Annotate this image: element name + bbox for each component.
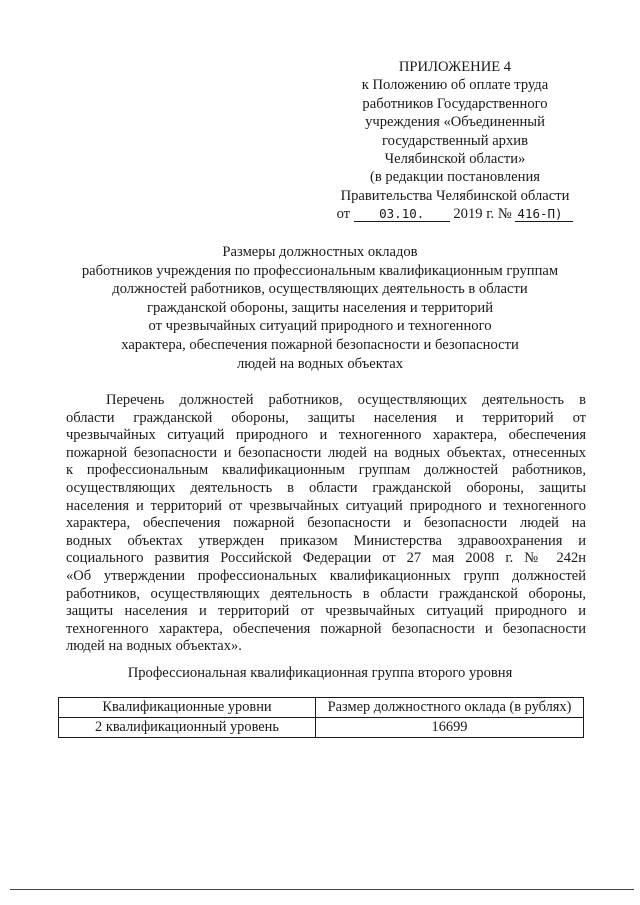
body-line: техногенного характера, обеспечения пожарной безопасности и безопасности bbox=[66, 620, 586, 637]
body-line: области гражданской обороны, защиты населения и территорий от bbox=[66, 409, 586, 426]
group-subheading: Профессиональная квалификационная группа второго уровня bbox=[127, 665, 513, 681]
appendix-date-line bbox=[320, 205, 590, 223]
body-line: людей на водных объектах». bbox=[66, 638, 242, 655]
appendix-line: государственный архив bbox=[382, 132, 528, 149]
body-line: Перечень должностей работников, осуществляющих деятельность в bbox=[106, 392, 586, 408]
table-header-row bbox=[59, 698, 584, 718]
body-line: населения и территорий от чрезвычайных ситуаций природного и техногенного bbox=[66, 497, 586, 514]
salary-cell: 16699 bbox=[316, 718, 584, 738]
from-label: от bbox=[336, 206, 351, 223]
salary-table bbox=[58, 697, 584, 738]
body-line: чрезвычайных ситуаций природного и техногенного характера, обеспечения bbox=[66, 427, 586, 444]
appendix-header bbox=[320, 58, 590, 224]
title-line: людей на водных объектах bbox=[236, 355, 403, 372]
body-line: водных объектах утвержден приказом Министерства здравоохранения и bbox=[66, 532, 586, 549]
year-number-label: 2019 г. № bbox=[453, 206, 512, 223]
title-line: гражданской обороны, защиты населения и территорий bbox=[146, 299, 494, 316]
body-line: характера, обеспечения пожарной безопасности и безопасности людей на bbox=[66, 515, 586, 532]
body-line: пожарной безопасности и безопасности людей на водных объектах, отнесенных bbox=[66, 444, 586, 461]
body-line: «Об утверждении профессиональных квалификационных групп должностей bbox=[66, 567, 586, 584]
appendix-line: к Положению об оплате труда bbox=[361, 77, 549, 94]
footer-divider bbox=[10, 889, 634, 890]
title-line: работников учреждения по профессиональным квалификационным группам bbox=[81, 262, 559, 279]
column-header-levels: Квалификационные уровни bbox=[59, 698, 316, 718]
body-line: к профессиональным квалификационным группам должностей работников, bbox=[66, 462, 586, 479]
body-line: социального развития Российской Федерации от 27 мая 2008 г. № 242н bbox=[66, 550, 586, 567]
body-paragraph bbox=[66, 392, 586, 656]
body-line: защиты населения и территорий от чрезвычайных ситуаций природного и bbox=[66, 603, 586, 620]
resolution-number: 416-П) bbox=[515, 206, 573, 222]
body-line: осуществляющих деятельность в области гражданской обороны, защиты bbox=[66, 479, 586, 496]
appendix-line: Правительства Челябинской области bbox=[340, 187, 570, 204]
body-line: работников, осуществляющих деятельность в области гражданской обороны, bbox=[66, 585, 586, 602]
column-header-salary: Размер должностного оклада (в рублях) bbox=[316, 698, 584, 718]
title-line: Размеры должностных окладов bbox=[222, 244, 418, 260]
appendix-line: ПРИЛОЖЕНИЕ 4 bbox=[398, 59, 512, 75]
resolution-date: 03.10. bbox=[354, 206, 450, 222]
qualification-level-cell: 2 квалификационный уровень bbox=[59, 718, 316, 738]
title-line: от чрезвычайных ситуаций природного и техногенного bbox=[148, 318, 492, 335]
title-line: должностей работников, осуществляющих деятельность в области bbox=[112, 281, 528, 298]
appendix-line: работников Государственного bbox=[362, 95, 548, 112]
appendix-line: Челябинской области» bbox=[384, 151, 526, 168]
title-line: характера, обеспечения пожарной безопасности и безопасности bbox=[121, 336, 519, 353]
appendix-line: (в редакции постановления bbox=[370, 169, 540, 186]
appendix-line: учреждения «Объединенный bbox=[365, 114, 545, 131]
document-title bbox=[40, 243, 600, 373]
table-row bbox=[59, 718, 584, 738]
